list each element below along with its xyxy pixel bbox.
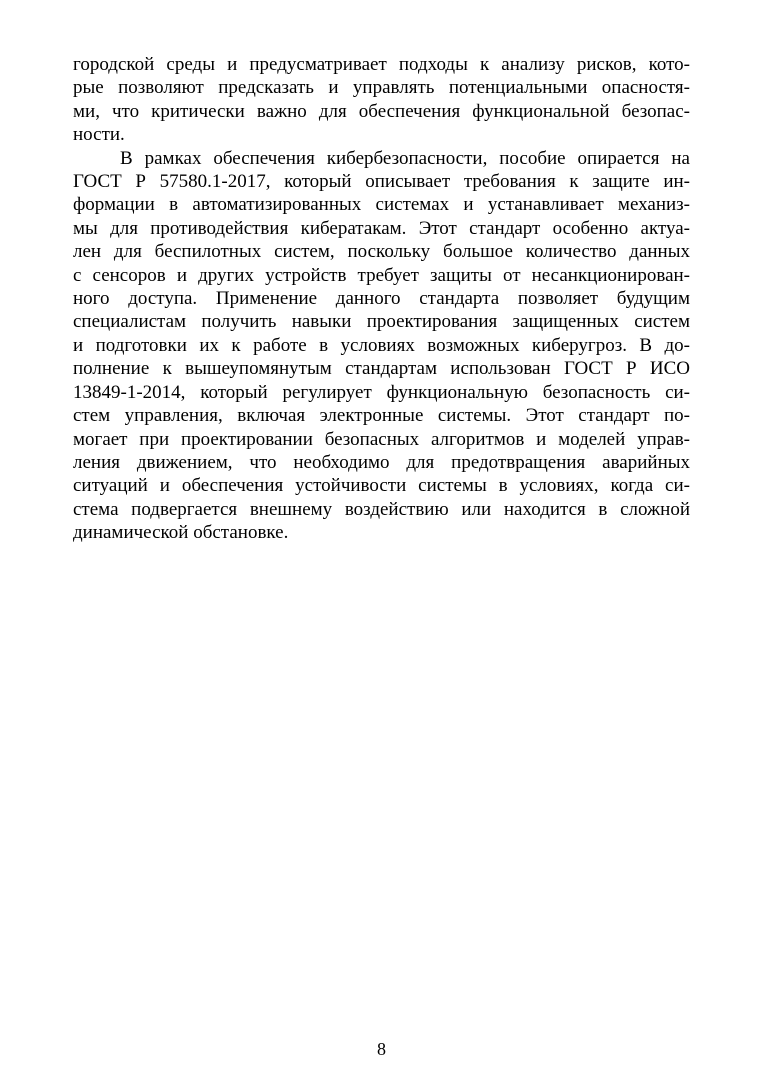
text-line: В рамках обеспечения кибербезопасности, пособие опирается на [120, 147, 690, 169]
text-line: и подготовки их к работе в условиях возможных киберугроз. В до- [73, 334, 690, 356]
text-line: полнение к вышеупомянутым стандартам использован ГОСТ Р ИСО [73, 358, 690, 380]
text-line: ного доступа. Применение данного стандарта позволяет будущим [73, 288, 690, 310]
paragraph-1 [73, 53, 690, 147]
text-line: стем управления, включая электронные системы. Этот стандарт по- [73, 405, 690, 427]
page-number: 8 [377, 1039, 386, 1059]
text-line: ГОСТ Р 57580.1-2017, который описывает требования к защите ин- [73, 171, 690, 193]
text-line: мы для противодействия кибератакам. Этот стандарт особенно актуа- [73, 217, 690, 239]
text-line: динамической обстановке. [73, 522, 289, 544]
text-line: формации в автоматизированных системах и устанавливает механиз- [73, 194, 690, 216]
text-line: специалистам получить навыки проектирования защищенных систем [73, 311, 690, 333]
text-line: 13849-1-2014, который регулирует функциональную безопасность си- [73, 381, 690, 403]
text-line: ситуаций и обеспечения устойчивости системы в условиях, когда си- [73, 475, 690, 497]
text-line: ности. [73, 124, 125, 146]
text-line: лен для беспилотных систем, поскольку большое количество данных [73, 241, 690, 263]
body-text [73, 53, 690, 545]
paragraph-2 [73, 147, 690, 545]
text-line: ми, что критически важно для обеспечения функциональной безопас- [73, 100, 690, 122]
text-line: ления движением, что необходимо для предотвращения аварийных [73, 451, 690, 473]
text-line: рые позволяют предсказать и управлять потенциальными опасностя- [73, 77, 690, 99]
text-line: могает при проектировании безопасных алгоритмов и моделей управ- [73, 428, 690, 450]
text-line: городской среды и предусматривает подходы к анализу рисков, кото- [73, 54, 690, 75]
text-line: стема подвергается внешнему воздействию или находится в сложной [73, 498, 690, 520]
text-line: с сенсоров и других устройств требует защиты от несанкционирован- [73, 264, 690, 286]
